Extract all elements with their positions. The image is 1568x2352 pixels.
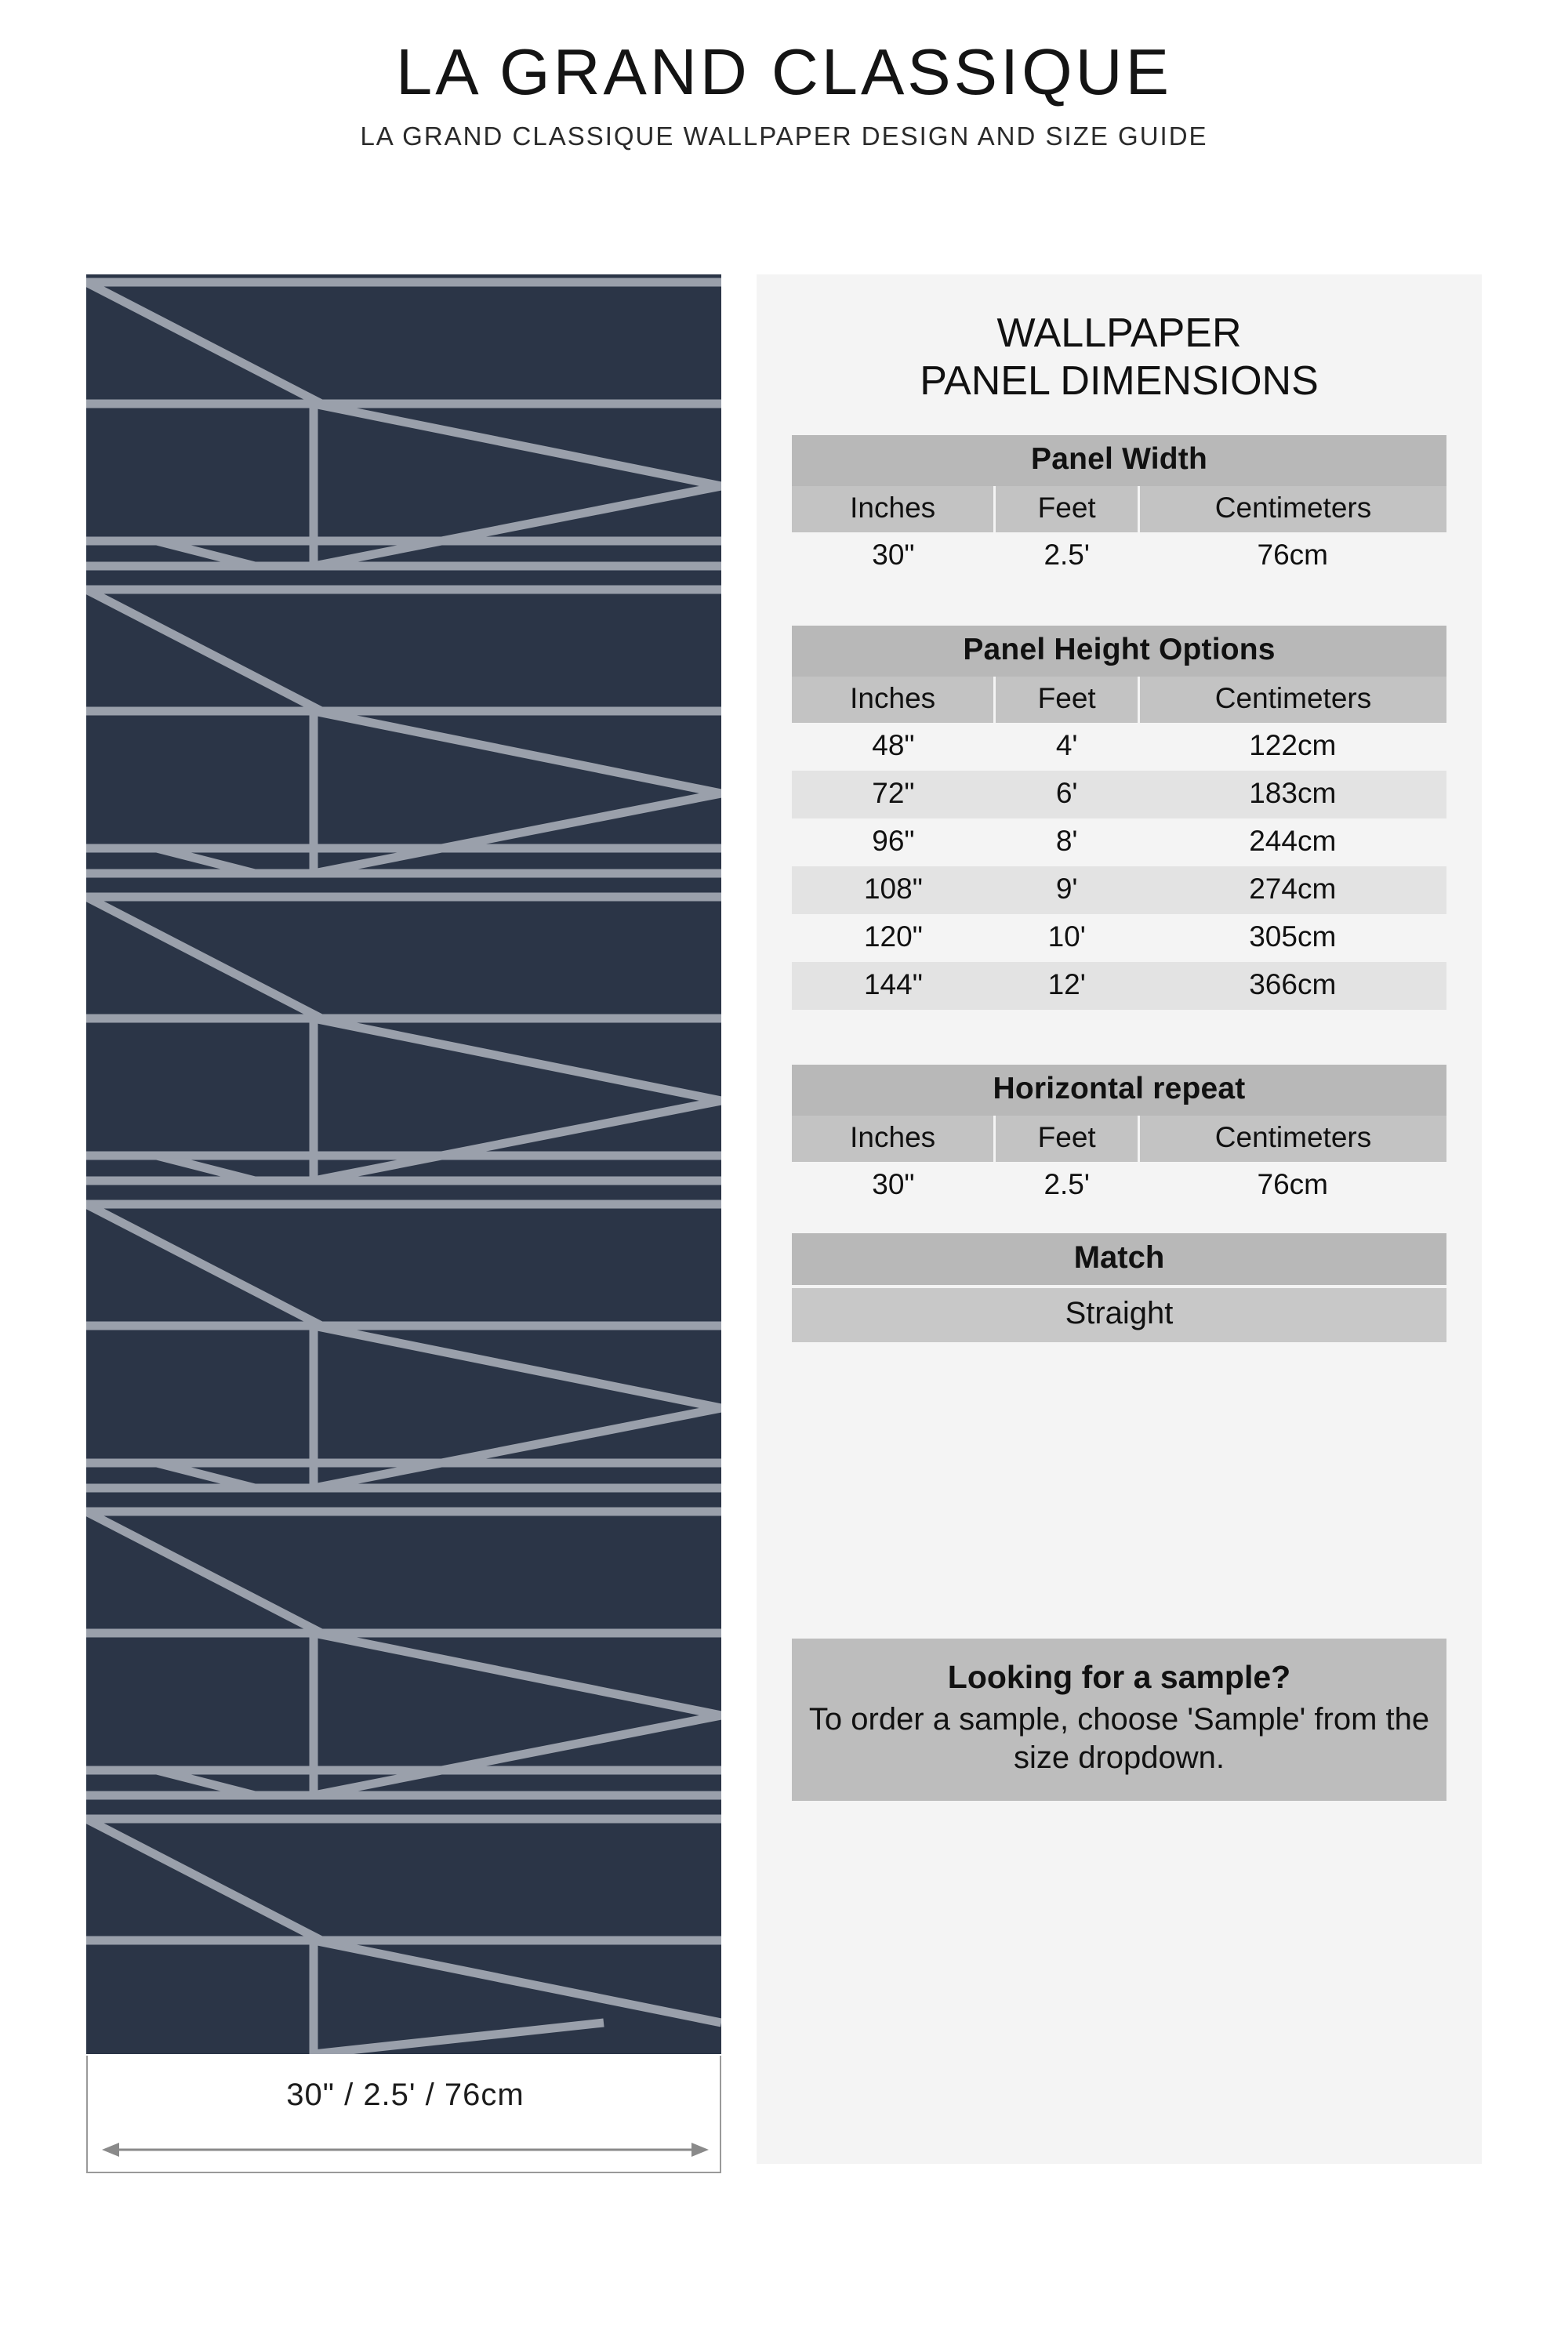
panel-width-dimension-label: 30" / 2.5' / 76cm xyxy=(286,2078,524,2112)
wallpaper-preview xyxy=(86,274,721,2054)
table-row xyxy=(792,771,1446,818)
cell-centimeters: 183cm xyxy=(1139,771,1446,818)
cell-centimeters: 76cm xyxy=(1257,1167,1328,1200)
width-arrow xyxy=(102,2140,709,2159)
table-row xyxy=(792,962,1446,1010)
cell-inches: 144" xyxy=(792,962,995,1010)
panel-width-band: Panel Width xyxy=(792,435,1446,486)
col-header-inches: Inches xyxy=(792,677,995,723)
cell-centimeters: 366cm xyxy=(1139,962,1446,1010)
cell-feet: 10' xyxy=(1047,920,1086,953)
sample-callout xyxy=(792,1639,1446,1801)
panel-width-table xyxy=(792,486,1446,580)
page-header xyxy=(0,0,1568,151)
table-header-row xyxy=(792,677,1446,723)
cell-inches: 96" xyxy=(872,824,915,857)
specs-title-line2: PANEL DIMENSIONS xyxy=(920,358,1319,404)
col-header-inches: Inches xyxy=(792,486,995,532)
wallpaper-pattern-swatch xyxy=(86,274,721,2054)
table-row xyxy=(792,532,1446,580)
cell-centimeters: 305cm xyxy=(1249,920,1337,953)
cell-feet: 9' xyxy=(995,866,1139,914)
table-row xyxy=(792,914,1446,962)
cell-feet: 12' xyxy=(995,962,1139,1010)
cell-feet: 2.5' xyxy=(1044,1167,1090,1200)
cell-inches: 30" xyxy=(872,1167,915,1200)
col-header-feet: Feet xyxy=(995,1116,1139,1162)
cell-centimeters: 274cm xyxy=(1139,866,1446,914)
page-title: LA GRAND CLASSIQUE xyxy=(396,35,1172,108)
match-value: Straight xyxy=(792,1288,1446,1342)
double-arrow-icon xyxy=(102,2140,709,2159)
cell-feet: 4' xyxy=(1055,728,1078,761)
col-header-centimeters: Centimeters xyxy=(1139,486,1446,532)
col-header-feet: Feet xyxy=(995,677,1139,723)
panel-width-dimension-box xyxy=(86,2056,721,2173)
table-row xyxy=(792,866,1446,914)
col-header-inches: Inches xyxy=(792,1116,995,1162)
cell-inches: 72" xyxy=(792,771,995,818)
col-header-centimeters: Centimeters xyxy=(1139,1116,1446,1162)
table-header-row xyxy=(792,1116,1446,1162)
panel-height-band: Panel Height Options xyxy=(792,626,1446,677)
cell-inches: 30" xyxy=(872,538,915,571)
cell-inches: 120" xyxy=(863,920,923,953)
specs-title-line1: WALLPAPER xyxy=(996,310,1242,356)
match-band: Match xyxy=(792,1233,1446,1285)
cell-feet: 6' xyxy=(995,771,1139,818)
cell-inches: 48" xyxy=(872,728,915,761)
cell-feet: 2.5' xyxy=(1044,538,1090,571)
page-subtitle: LA GRAND CLASSIQUE WALLPAPER DESIGN AND SIZE GUIDE xyxy=(360,122,1208,151)
sample-callout-body: To order a sample, choose 'Sample' from the size dropdown. xyxy=(808,1702,1430,1775)
table-header-row xyxy=(792,486,1446,532)
cell-inches: 108" xyxy=(792,866,995,914)
table-row xyxy=(792,1162,1446,1210)
cell-centimeters: 76cm xyxy=(1257,538,1328,571)
cell-centimeters: 122cm xyxy=(1249,728,1337,761)
col-header-feet: Feet xyxy=(995,486,1139,532)
cell-feet: 8' xyxy=(1055,824,1078,857)
sample-callout-title: Looking for a sample? xyxy=(947,1659,1291,1695)
wallpaper-pattern-svg xyxy=(86,274,721,2054)
cell-centimeters: 244cm xyxy=(1249,824,1337,857)
panel-height-table xyxy=(792,677,1446,1010)
horizontal-repeat-band: Horizontal repeat xyxy=(792,1065,1446,1116)
table-row xyxy=(792,818,1446,866)
col-header-centimeters: Centimeters xyxy=(1139,677,1446,723)
table-row xyxy=(792,723,1446,771)
main-content xyxy=(0,274,1568,2250)
horizontal-repeat-table xyxy=(792,1116,1446,1210)
specs-card xyxy=(757,274,1482,2164)
specs-title xyxy=(792,310,1446,405)
